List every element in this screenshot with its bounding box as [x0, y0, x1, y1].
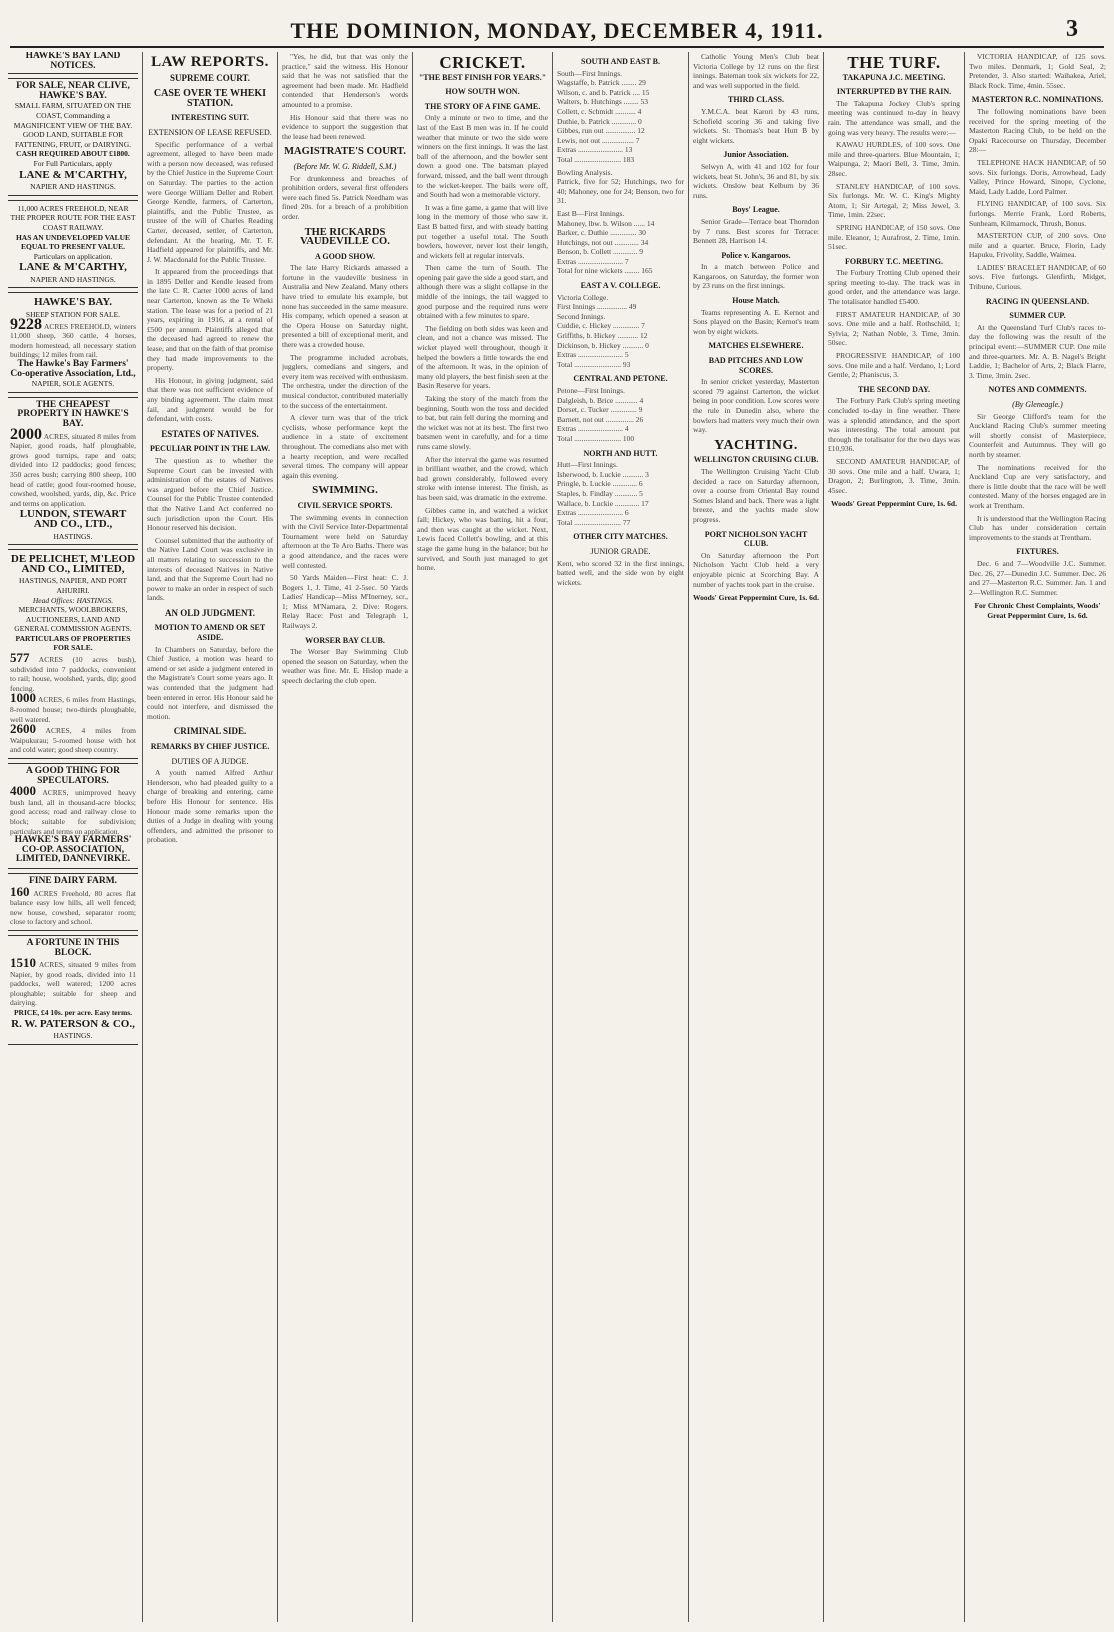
advert-footer: Woods' Great Peppermint Cure, 1s. 6d.: [693, 593, 819, 603]
advert-line: For Full Particulars, apply: [33, 158, 113, 168]
advert-line: CASH REQUIRED ABOUT £1800.: [16, 149, 130, 159]
advert-small-farm: [8, 78, 138, 196]
advert-title: A FORTUNE IN THIS BLOCK.: [26, 937, 120, 958]
column-cricket-scores: SOUTH AND EAST B. South—First Innings. Wagstaffe, b. Patrick ........ 29 Wilson, c. and b. Patrick .... 15 Walters, b. Hutchings ........ 53 Collett, c. Schmidt ........... 4 Duthie, b. Patrick ............. 0 Gibbes, run out ................ 12 Lewis, not out ................. 7 Extras ........................ 13 Total ......................... 183 Bowling Analysis. Patrick, five for 52; Hutchings, two for 40; Mahoney, one for 24; Benson, two for 31. East B—First Innings. Mahoney, lbw. b. Wilson ...... 14 Barker, c. Duthie .............. 30 Hutchings, not out ............. 34 Benson, b. Collett ............. 9 Extras ........................ 7 Total for nine wickets ........ 165 EAST A V. COLLEGE. Victoria College. First Innings ................ 49 Second Innings. Cuddie, c. Hickey .............. 7 Griffiths, b. Hickey ........... 12 Dickinson, b. Hickey ........... 0 Extras ........................ 5 Total ......................... 93 CENTRAL AND PETONE. Petone—First Innings. Dalgleish, b. Brice ............ 4 Dorset, c. Tucker .............. 9 Barnett, not out ............... 26 Extras ........................ 4 Total ......................... 100 NORTH AND HUTT. Hutt—First Innings. Isherwood, b. Luckie ........... 3 Pringle, b. Luckie ............. 6 Staples, b. Findlay ............ 5 Wallace, b. Luckie ............. 17 Extras ........................ 6 Total ......................... 77 OTHER CITY MATCHES. JUNIOR GRADE. Kent, who scored 32 in the first innings, batted well, and the side won by eight wickets.: [557, 57, 684, 587]
section-heading: LAW REPORTS.: [151, 54, 269, 70]
acreage-number: 2000: [10, 425, 42, 443]
advert-firm: The Hawke's Bay Farmers' Co-operative Association, Ltd.,: [10, 359, 136, 379]
column-divider: [142, 52, 143, 1622]
advert-firm-sub: NAPIER AND HASTINGS.: [30, 274, 116, 284]
column-racing-notes: VICTORIA HANDICAP, of 125 sovs. Two miles. Denmark, 1; Gold Seal, 2; Pretender, 3. Also started: Waihakea, Ariel, Black Rock. Time, 4min. 55sec. MASTERTON R.C. NOMINATIONS. The following nominations have been received for the spring meeting of the Masterton Racing Club, to be held on the Opaki Racecourse on Thursday, December 28:— TELEPHONE HACK HANDICAP, of 50 sovs. Six furlongs. Doris, Arrowhead, Lady Valley, Prince Howard, Sinope, Cyclone, Maid, Lady Ladde, Lord Palmer. FLYING HANDICAP, of 100 sovs. Six furlongs. Merrie Frank, Lord Roberts, Sunbeam, Kilmarnock, Thrush, Bonus. MASTERTON CUP, of 200 sovs. One mile and a quarter. Bruce, Florin, Lady Hapuku, Frivolity, Saddle, Waimea. LADIES' BRACELET HANDICAP, of 60 sovs. Five furlongs. Glenfirth, Midget, Tribune, Curious. RACING IN QUEENSLAND. SUMMER CUP. At the Queensland Turf Club's races to-day the following was the result of the principal event:—SUMMER CUP. One mile and three-quarters. Mr. A. B. Nagel's Bright Laddie, 1; Bachelor of Arts, 2; Black Flarre, 3. Time, 3min. 2sec. NOTES AND COMMENTS. (By Gleneagle.) Sir George Clifford's team for the Auckland Racing Club's summer meeting will shortly consist of Masterpiece, Counterfeit and Autumnus. They will go north by steamer. The nominations received for the Auckland Cup are very satisfactory, and there is little doubt that the race will be well contested. Many of the horses engaged are in work at Trentham. It is understood that the Wellington Racing Club has under consideration certain improvements to the stands at Trentham. FIXTURES. Dec. 6 and 7—Woodville J.C. Summer. Dec. 26, 27—Dunedin J.C. Summer. Dec. 26 and 27—Masterton R.C. Summer. Jan. 1 and 2—Wellington R.C. Summer. For Chronic Chest Complaints, Woods' Great Peppermint Cure, 1s. 6d.: [969, 52, 1106, 620]
column-divider: [823, 52, 824, 1622]
acreage-number: 1510: [10, 955, 36, 971]
article-headline: NOTES AND COMMENTS.: [988, 385, 1087, 395]
article-subheadline: SUMMER CUP.: [1009, 311, 1066, 321]
article-headline: ESTATES OF NATIVES.: [161, 428, 259, 439]
article-headline: MAGISTRATE'S COURT.: [284, 146, 406, 158]
advert-title: HAWKE'S BAY.: [33, 296, 113, 309]
scoreboard-heading: CENTRAL AND PETONE.: [573, 374, 668, 384]
masthead-rule: [10, 46, 1104, 48]
article-subheadline: MOTION TO AMEND OR SET ASIDE.: [154, 623, 266, 643]
column-divider: [552, 52, 553, 1622]
advert-price: PRICE, £4 10s. per acre. Easy terms.: [13, 1008, 133, 1018]
section-heading: THE TURF.: [847, 53, 941, 72]
advert-firm-sub: HASTINGS.: [53, 1031, 93, 1041]
article-headline: WORSER BAY CLUB.: [305, 635, 385, 645]
advert-line: SMALL FARM, SITUATED ON THE COAST, Commanding a MAGNIFICENT VIEW OF THE BAY.: [13, 101, 133, 130]
advert-office: Head Offices: HASTINGS.: [32, 595, 114, 605]
advert-footer: Woods' Great Peppermint Cure, 1s. 6d.: [831, 499, 957, 509]
advert-firm-sub: HASTINGS, NAPIER, AND PORT AHURIRI.: [18, 576, 128, 595]
article-headline: THE RICKARDS VAUDEVILLE CO.: [300, 226, 390, 248]
article-headline: RACING IN QUEENSLAND.: [986, 296, 1089, 306]
scoreboard-heading: EAST A V. COLLEGE.: [580, 281, 661, 291]
article-subheadline: A GOOD SHOW.: [315, 251, 375, 261]
advert-line: HAS AN UNDEVELOPED VALUE EQUAL TO PRESENT VALUE.: [15, 232, 131, 252]
advert-title: A GOOD THING FOR SPECULATORS.: [25, 766, 121, 786]
advert-line: 11,000 ACRES FREEHOLD, NEAR THE PROPER ROUTE FOR THE EAST COAST RAILWAY.: [10, 203, 136, 232]
advert-speculators: A GOOD THING FOR SPECULATORS. 4000 ACRES, unimproved heavy bush land, all in thousand-acre blocks; good access; road and railway close to block; suitable for subdivision; particulars and terms on application. HAWKE'S BAY FARMERS' CO-OP. ASSOCIATION, LIMITED, DANNEVIRKE.: [8, 763, 138, 869]
article-subheadline: (Before Mr. W. G. Riddell, S.M.): [293, 161, 397, 171]
article-headline: FIXTURES.: [1016, 547, 1059, 557]
advert-firm: LUNDON, STEWART AND CO., LTD.,: [19, 508, 127, 530]
article-headline: House Match.: [732, 296, 780, 306]
advert-firm-sub: NAPIER AND HASTINGS.: [30, 182, 116, 192]
article-headline: WELLINGTON CRUISING CLUB.: [693, 455, 819, 465]
acreage-number: 577: [10, 650, 30, 666]
article-subheadline: INTERRUPTED BY THE RAIN.: [836, 87, 952, 97]
advert-firm-sub: NAPIER, SOLE AGENTS.: [31, 379, 115, 389]
column-land-notices: [8, 52, 138, 1622]
article-headline: FORBURY T.C. MEETING.: [844, 256, 944, 266]
advert-line: GOOD LAND, SUITABLE FOR FATTENING, FRUIT, or DAIRYING.: [15, 130, 131, 149]
advert-subtitle: SHEEP STATION FOR SALE.: [25, 310, 121, 320]
advert-firm: HAWKE'S BAY FARMERS' CO-OP. ASSOCIATION, LIMITED, DANNEVIRKE.: [14, 835, 132, 865]
article-subheadline: (By Gleneagle.): [1012, 400, 1063, 409]
column-divider: [412, 52, 413, 1622]
scoreboard-subheading: JUNIOR GRADE.: [590, 546, 651, 556]
acreage-number: 160: [10, 883, 30, 899]
acreage-number: 1000: [10, 690, 36, 706]
article-subheadline: BAD PITCHES AND LOW SCORES.: [708, 356, 804, 375]
scoreboard-heading: SOUTH AND EAST B.: [581, 57, 660, 66]
scoreboard-heading: NORTH AND HUTT.: [583, 448, 658, 458]
article-subheadline: THE SECOND DAY.: [857, 384, 931, 394]
article-headline: TAKAPUNA J.C. MEETING.: [842, 72, 946, 82]
article-headline: "THE BEST FINISH FOR YEARS.": [418, 72, 547, 82]
article-subheadline: REMARKS BY CHIEF JUSTICE.: [150, 742, 270, 751]
article-headline: MASTERTON R.C. NOMINATIONS.: [971, 95, 1104, 105]
land-notices-header: HAWKE'S BAY LAND NOTICES.: [8, 52, 138, 74]
article-subheadline: THE STORY OF A FINE GAME.: [424, 101, 541, 111]
article-headline: CASE OVER TE WHEKI STATION.: [153, 88, 267, 109]
advert-firm: LANE & M'CARTHY,: [19, 261, 127, 274]
masthead: [0, 0, 1114, 58]
column-divider: [277, 52, 278, 1622]
advert-dairy-farm: FINE DAIRY FARM. 160 ACRES Freehold, 80 acres flat balance easy low hills, all well fenced; new house, cowshed, separator room; close to factory and school.: [8, 873, 138, 931]
acreage-number: 2600: [10, 721, 36, 737]
acreage-number: 4000: [10, 783, 36, 799]
advert-sheep-station: HAWKE'S BAY. SHEEP STATION FOR SALE. 9228 ACRES FREEHOLD, winters 11,000 sheep, 360 cattle, 4 horses, modern homestead, all necessary station buildings; 12 miles from rail. The Hawke's Bay Farmers' Co-operative Association, Ltd., NAPIER, SOLE AGENTS.: [8, 292, 138, 392]
advert-footer: For Chronic Chest Complaints, Woods' Great Peppermint Cure, 1s. 6d.: [974, 601, 1101, 620]
article-subheadline: EXTENSION OF LEASE REFUSED.: [148, 127, 272, 137]
acreage-number: 9228: [10, 315, 42, 333]
article-headline: THIRD CLASS.: [727, 95, 784, 105]
article-headline: Junior Association.: [723, 150, 789, 160]
article-headline: CRIMINAL SIDE.: [173, 726, 247, 737]
advert-line: PARTICULARS OF PROPERTIES FOR SALE.: [15, 633, 131, 653]
column-cricket: CRICKET. "THE BEST FINISH FOR YEARS." HOW SOUTH WON. THE STORY OF A FINE GAME. Only a minute or two to time, and the last of the East B men was in. If he could weather that minute or two the side were winners on the first innings. It was the last ball of the afternoon, and the bowler sent down a good one. The batsman played forward, missed, and the ball went through to the wicket-keeper. The bails were off, and South had won a memorable victory. It was a fine game, a game that will live long in the memory of those who saw it. East B batted first, and with steady batting put together a useful total. The South bowlers, however, never lost their length, and wickets fell at regular intervals. Then came the turn of South. The opening pair gave the side a good start, and although there was a slight collapse in the middle of the innings, the tail wagged to good purpose and the required runs were obtained with a few minutes to spare. The fielding on both sides was keen and clean, and not a chance was missed. The wicket played well throughout, though it helped the bowlers a little towards the end of the afternoon. It was, in the opinion of many old players, the best finish seen at the Basin Reserve for years. Taking the story of the match from the beginning, South won the toss and decided to bat, but rain fell during the morning and the wicket was not at its best. The first two batsmen went in carefully, and for a time runs came slowly. After the interval the game was resumed in brilliant weather, and the crowd, which had grown considerably, followed every stroke with intense interest. The finish, as has been said, was dramatic in the extreme. Gibbes came in, and watched a wicket fall; Hickey, who was batting, hit a four, and then was caught at the wicket. Next, Lewis faced Collett's bowling, and at this stage the game hung in the balance; but he survived, and South just managed to get home.: [417, 53, 548, 573]
advert-firm: R. W. PATERSON & CO.,: [11, 1017, 135, 1030]
advert-firm: DE PELICHET, M'LEOD AND CO., LIMITED,: [10, 553, 136, 575]
advert-cheapest-property: THE CHEAPEST PROPERTY IN HAWKE'S BAY. 2000 ACRES, situated 8 miles from Napier, good roads, half ploughable, grows good turnips, rape and oats; divided into 12 paddocks; good fences; 350 acres bush; carrying 800 sheep, 100 head of cattle; good four-roomed house, cowshed, woolshed, yards, dip, &c. Price and terms on application. LUNDON, STEWART AND CO., LTD., HASTINGS.: [8, 397, 138, 545]
column-divider: [964, 52, 965, 1622]
advert-firm-sub: HASTINGS.: [53, 531, 93, 541]
column-matches-yachting: Catholic Young Men's Club beat Victoria College by 12 runs on the first innings. Bateman took six wickets for 22, and was well supported in the field. THIRD CLASS. Y.M.C.A. beat Karori by 43 runs, Schofield scoring 36 and taking five wickets. St. Thomas's beat Hutt B by eight wickets. Junior Association. Selwyn A, with 41 and 102 for four wickets, beat St. John's, 36 and 81, by six wickets. Onslow beat Kelburn by 36 runs. Boys' League. Senior Grade—Terrace beat Thorndon by 7 runs. Best scores for Terrace: Bennett 28, Harrison 14. Police v. Kangaroos. In a match between Police and Kangaroos, on Saturday, the former won by 23 runs on the first innings. House Match. Teams representing A. E. Kernot and Sons played on the Basin; Kernot's team won by eight wickets. MATCHES ELSEWHERE. BAD PITCHES AND LOW SCORES. In senior cricket yesterday, Masterton scored 79 against Carterton, the wicket being in poor condition. Low scores were the rule in Dunedin also, where the bowlers had matters very much their own way. YACHTING. WELLINGTON CRUISING CLUB. The Wellington Cruising Yacht Club decided a race on Saturday afternoon, over a course from Oriental Bay round Somes Island and back. There was a light breeze, and the yachts made slow progress. PORT NICHOLSON YACHT CLUB. On Saturday afternoon the Port Nicholson Yacht Club held a very enjoyable picnic at Scorching Bay. A number of yachts took part in the cruise. Woods' Great Peppermint Cure, 1s. 6d.: [693, 52, 819, 603]
scoreboard-heading: OTHER CITY MATCHES.: [573, 532, 668, 542]
article-subheadline: CIVIL SERVICE SPORTS.: [297, 500, 393, 510]
advert-line: MERCHANTS, WOOLBROKERS, AUCTIONEERS, LAND AND GENERAL COMMISSION AGENTS.: [14, 605, 132, 634]
advert-freehold: [8, 200, 138, 289]
article-subheadline: DUTIES OF A JUDGE.: [171, 756, 249, 766]
advert-de-pelichet: DE PELICHET, M'LEOD AND CO., LIMITED, HASTINGS, NAPIER, AND PORT AHURIRI. Head Offices: HASTINGS. MERCHANTS, WOOLBROKERS, AUCTIONEERS, LAND AND GENERAL COMMISSION AGENTS. PARTICULARS OF PROPERTIES FOR SALE. 577 ACRES (10 acres bush), subdivided into 7 paddocks, convenient to rail; house, woolshed, yards, dip; good fencing. 1000 ACRES, 6 miles from Hastings, 8-roomed house; two-thirds ploughable, well watered. 2600 ACRES, 4 miles from Waipukurau; 5-roomed house with hot and cold water; good sheep country.: [8, 549, 138, 759]
column-turf: THE TURF. TAKAPUNA J.C. MEETING. INTERRUPTED BY THE RAIN. The Takapuna Jockey Club's spring meeting was continued to-day in heavy rain. The attendance was small, and the going was very heavy. The results were:— KAWAU HURDLES, of 100 sovs. One mile and three-quarters. Blue Mountain, 1; Waipunga, 2; Maori Bell, 3. Time, 3min. 28sec. STANLEY HANDICAP, of 100 sovs. Six furlongs. Mr. W. C. King's Mighty Atom, 1; Sir Artegal, 2; Miss Jewel, 3. Time, 1min. 22sec. SPRING HANDICAP, of 150 sovs. One mile. Eleanor, 1; Aurafrost, 2. Time, 1min. 51sec. FORBURY T.C. MEETING. The Forbury Trotting Club opened their spring meeting to-day. The track was in good order, and the attendance was large. The totalisator handled £5400. FIRST AMATEUR HANDICAP, of 30 sovs. One mile and a half. Rothschild, 1; Sylvia, 2; Nathan Noble, 3. Time, 3min. 50sec. PROGRESSIVE HANDICAP, of 100 sovs. One mile and a half. Verdano, 1; Lord Gentle, 2; Phaniscus, 3. THE SECOND DAY. The Forbury Park Club's spring meeting concluded to-day in fine weather. There was a splendid attendance, and the sport was interesting. The total amount put through the totalisator for the two days was £10,936. SECOND AMATEUR HANDICAP, of 30 sovs. One mile and a half. Uwara, 1; Dragon, 2; Burlington, 3. Time, 3min. 45sec. Woods' Great Peppermint Cure, 1s. 6d.: [828, 53, 960, 509]
article-headline: PORT NICHOLSON YACHT CLUB.: [704, 529, 808, 549]
subheading: SUPREME COURT.: [169, 72, 251, 83]
article-subheadline: HOW SOUTH WON.: [445, 87, 520, 97]
article-headline: AN OLD JUDGMENT.: [164, 607, 256, 618]
section-heading: CRICKET.: [439, 53, 526, 72]
article-headline: Boys' League.: [732, 205, 780, 215]
masthead-title: THE DOMINION, MONDAY, DECEMBER 4, 1911.: [290, 18, 824, 43]
advert-fortune-block: A FORTUNE IN THIS BLOCK. 1510 ACRES, situated 9 miles from Napier, by good roads, divided into 11 paddocks, well watered; 1200 acres ploughable; suitable for sheep and dairying. PRICE, £4 10s. per acre. Easy terms. R. W. PATERSON & CO., HASTINGS.: [8, 935, 138, 1045]
column-law-reports: LAW REPORTS. SUPREME COURT. CASE OVER TE WHEKI STATION. INTERESTING SUIT. EXTENSION OF LEASE REFUSED. Specific performance of a verbal agreement, alleged to have been made with a person now deceased, was refused by the Chief Justice in the Supreme Court on Saturday. The parties to the action were George William Deller and Robert George Kendle, farmers, of Carterton, plaintiffs, and the Public Trustee, as trustee of the will of Charles Reading Carter, deceased, settler, of Carterton, defendant. At the hearing, Mr. T. F. Hadfield appeared for plaintiffs, and Mr. J. W. Macdonald for the Public Trustee. It appeared from the proceedings that in 1895 Deller and Kendle leased from the late C. R. Carter 1000 acres of land near Carterton, known as the Te Wheki station. The lease was for a period of 21 years, expiring in 1916, at a rental of £500 per annum. Plaintiffs alleged that the deceased had agreed to renew the lease, and that on the faith of that promise they had made improvements to the property. His Honour, in giving judgment, said that there was not sufficient evidence of any binding agreement. The claim must fail, and judgment would be for defendant, with costs. ESTATES OF NATIVES. PECULIAR POINT IN THE LAW. The question as to whether the Supreme Court can be invested with administration of the estates of Natives was argued before the Chief Justice. Counsel for the Public Trustee contended that the Native Land Act conferred no such jurisdiction upon the Court. His Honour reserved his decision. Counsel submitted that the authority of the Native Land Court was exclusive in all matters relating to succession to the interests of deceased Natives in Native land, and that the Supreme Court had no power to make an order in respect of such lands. AN OLD JUDGMENT. MOTION TO AMEND OR SET ASIDE. In Chambers on Saturday, before the Chief Justice, a motion was heard to amend or set aside a judgment entered in the Magistrate's Court some years ago. It was contended that the judgment had been entered in error. His Honour said he could not interfere, and dismissed the motion. CRIMINAL SIDE. REMARKS BY CHIEF JUSTICE. DUTIES OF A JUDGE. A youth named Alfred Arthur Henderson, who had pleaded guilty to a charge of breaking and entering, came before His Honour for sentence. His Honour made some remarks upon the duties of a Judge in dealing with young offenders, and admitted the prisoner to probation.: [147, 54, 273, 845]
advert-firm: LANE & M'CARTHY,: [19, 168, 127, 181]
advert-title: THE CHEAPEST PROPERTY IN HAWKE'S BAY.: [17, 399, 129, 429]
article-headline: Police v. Kangaroos.: [721, 250, 791, 260]
article-headline: SWIMMING.: [312, 484, 378, 497]
page-number: 3: [1066, 16, 1078, 42]
advert-line: Particulars on application.: [33, 251, 113, 261]
column-divider: [688, 52, 689, 1622]
article-subheadline: INTERESTING SUIT.: [171, 113, 249, 123]
article-headline: MATCHES ELSEWHERE.: [708, 341, 804, 351]
section-heading: YACHTING.: [714, 437, 798, 453]
advert-title: FINE DAIRY FARM.: [28, 875, 118, 886]
article-subheadline: PECULIAR POINT IN THE LAW.: [149, 444, 271, 454]
column-magistrates-court: "Yes, he did, but that was only the practice," said the witness. His Honour said that he was not satisfied that the agreement had been made. Mr. Hadfield contended that Henderson's words amounted to a promise. His Honour said that there was no evidence to support the suggestion that the lease had been renewed. MAGISTRATE'S COURT. (Before Mr. W. G. Riddell, S.M.) For drunkenness and breaches of prohibition orders, several first offenders were each fined 5s. Patrick Needham was fined 20s. for a breach of a prohibition order. THE RICKARDS VAUDEVILLE CO. A GOOD SHOW. The late Harry Rickards amassed a fortune in the vaudeville business in Australia and New Zealand. Many others have tried to emulate his example, but none has succeeded in the same measure. His company, which opened a season at the Opera House on Saturday night, presented a bill of exceptional merit, and there was a crowded house. The programme included acrobats, jugglers, comedians and singers, and every item was received with enthusiasm. The orchestra, under the direction of the musical conductor, contributed materially to the success of the entertainment. A clever turn was that of the trick cyclists, whose performance kept the audience in a state of excitement throughout. The comedians also met with a hearty reception, and were recalled several times. The company will appear again this evening. SWIMMING. CIVIL SERVICE SPORTS. The swimming events in connection with the Civil Service Inter-Departmental Tournament were held on Saturday afternoon at the Te Aro Baths. There was a good attendance, and the races were well contested. 50 Yards Maiden—First heat: C. J. Bogers 1, J. Time, 41 2-5sec. 50 Yards Ladies' Handicap—Miss M'Inerney, scr., 1; Miss M'Namara, 2. Dive: Rogers. Relay Race: Post and Telegraph 1, Railways 2. WORSER BAY CLUB. The Worser Bay Swimming Club opened the season on Saturday, when the weather was fine. Mr. E. Hislop made a speech declaring the club open.: [282, 52, 408, 686]
advert-title: FOR SALE, NEAR CLIVE, HAWKE'S BAY.: [16, 81, 130, 101]
